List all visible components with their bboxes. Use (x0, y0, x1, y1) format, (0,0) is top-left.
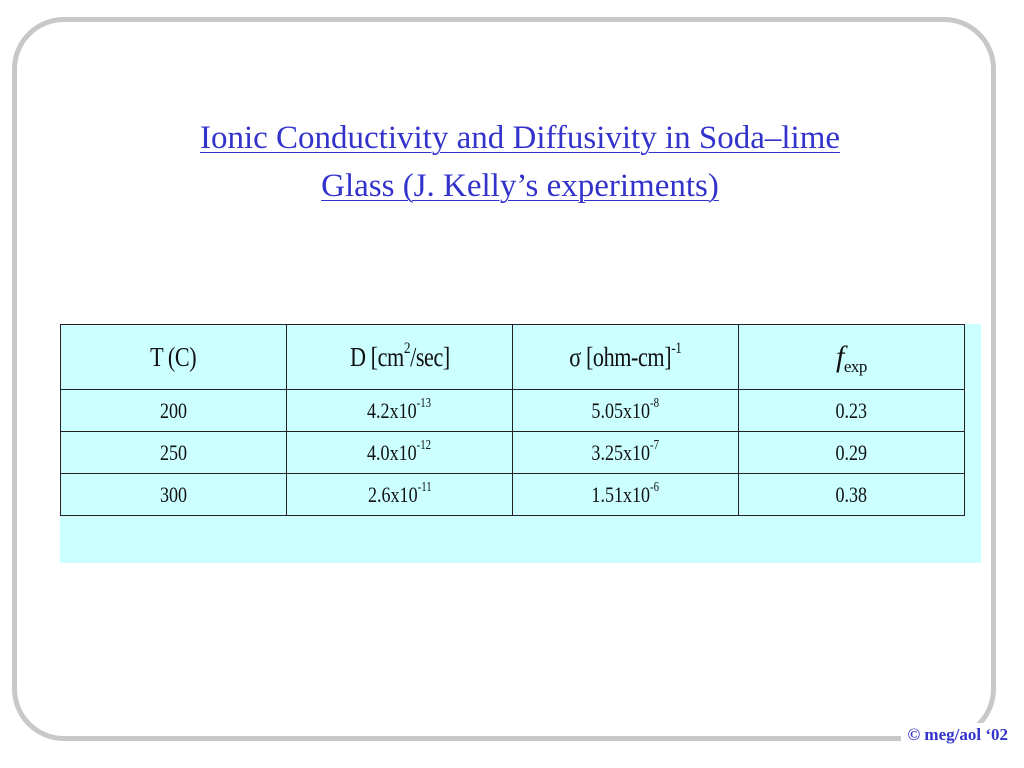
cell-conductivity-base: 3.25x10 (591, 439, 651, 465)
header-f-exp (739, 325, 965, 390)
header-diffusivity-tail: /sec] (409, 341, 450, 372)
cell-diffusivity-exp: -12 (417, 436, 432, 452)
header-f-symbol: f (836, 340, 844, 373)
title-line-2: Glass (J. Kelly’s experiments) (321, 168, 719, 204)
cell-f-exp (739, 474, 965, 516)
cell-diffusivity-exp: -13 (417, 394, 432, 410)
cell-diffusivity (287, 432, 513, 474)
cell-conductivity-exp: -7 (650, 436, 660, 452)
cell-conductivity-value (591, 478, 660, 508)
cell-conductivity-value (591, 394, 660, 424)
cell-diffusivity (287, 474, 513, 516)
cell-diffusivity-value (367, 478, 432, 508)
table-header-row (61, 325, 965, 390)
header-diffusivity (287, 325, 513, 390)
slide-title (60, 114, 980, 210)
cell-diffusivity-exp: -11 (417, 478, 432, 494)
cell-temperature (61, 390, 287, 432)
cell-conductivity (513, 474, 739, 516)
table-row (61, 432, 965, 474)
cell-conductivity-exp: -8 (650, 394, 660, 410)
header-diffusivity-sup: 2 (403, 338, 410, 357)
cell-temperature-value: 300 (159, 481, 188, 507)
cell-f-exp (739, 432, 965, 474)
header-conductivity-sup: -1 (671, 338, 682, 357)
cell-temperature-value: 200 (159, 397, 188, 423)
cell-conductivity (513, 432, 739, 474)
header-diffusivity-base: D [cm (349, 341, 404, 372)
header-conductivity-base: σ [ohm-cm] (569, 341, 672, 372)
cell-f-exp-value: 0.29 (835, 439, 868, 465)
cell-temperature (61, 432, 287, 474)
header-conductivity-label (569, 338, 682, 373)
table-row (61, 390, 965, 432)
header-temperature-label: T (C) (150, 341, 197, 372)
cell-temperature (61, 474, 287, 516)
cell-diffusivity (287, 390, 513, 432)
copyright-footer: © meg/aol ‘02 (901, 723, 1014, 747)
cell-conductivity-value (591, 436, 660, 466)
cell-conductivity-exp: -6 (650, 478, 660, 494)
data-table (60, 324, 965, 516)
cell-diffusivity-base: 2.6x10 (367, 481, 418, 507)
header-diffusivity-label (349, 338, 450, 373)
cell-temperature-value: 250 (159, 439, 188, 465)
table-row (61, 474, 965, 516)
cell-diffusivity-value (367, 436, 432, 466)
title-line-1: Ionic Conductivity and Diffusivity in Soda–lime (199, 120, 841, 156)
cell-diffusivity-base: 4.0x10 (367, 439, 418, 465)
header-conductivity (513, 325, 739, 390)
cell-diffusivity-value (367, 394, 432, 424)
cell-f-exp (739, 390, 965, 432)
cell-conductivity (513, 390, 739, 432)
cell-conductivity-base: 1.51x10 (591, 481, 651, 507)
cell-diffusivity-base: 4.2x10 (367, 397, 418, 423)
header-temperature (61, 325, 287, 390)
header-f-subscript: exp (843, 357, 867, 376)
cell-conductivity-base: 5.05x10 (591, 397, 651, 423)
cell-f-exp-value: 0.23 (835, 397, 868, 423)
cell-f-exp-value: 0.38 (835, 481, 868, 507)
